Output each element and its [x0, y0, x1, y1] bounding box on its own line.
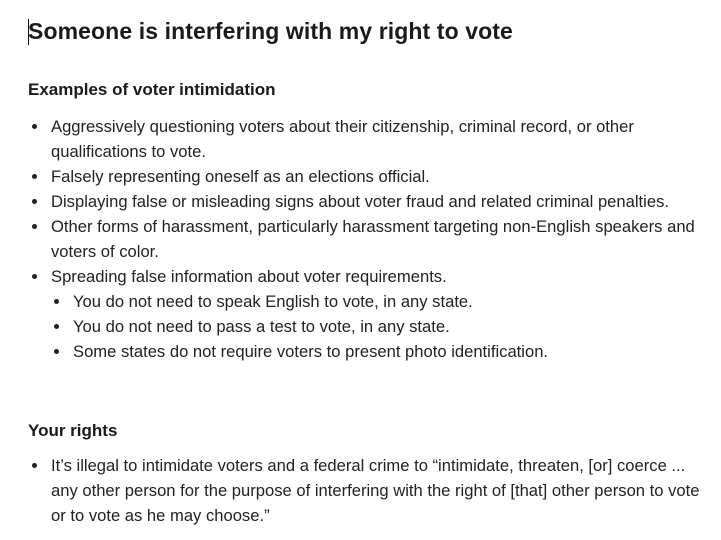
bullet-icon: [54, 324, 59, 329]
examples-list: [28, 114, 700, 364]
list-item-text: Other forms of harassment, particularly harassment targeting non-English speakers and voters of color.: [51, 217, 695, 261]
list-item-text: Falsely representing oneself as an elections official.: [51, 167, 430, 186]
bullet-icon: [32, 199, 37, 204]
bullet-icon: [32, 174, 37, 179]
bullet-icon: [54, 299, 59, 304]
sublist-item-text: Some states do not require voters to present photo identification.: [73, 342, 549, 361]
list-item: [28, 114, 700, 164]
bullet-icon: [54, 349, 59, 354]
bullet-icon: [32, 224, 37, 229]
sublist-item: [50, 314, 700, 339]
list-item-text: It’s illegal to intimidate voters and a federal crime to “intimidate, threaten, [or] coerce ... any other person for the purpose of interfering with the right of [that] other person to vote or to vote as he may choose.”: [51, 456, 700, 525]
sublist-item: [50, 339, 700, 364]
section-heading-examples: Examples of voter intimidation: [28, 80, 276, 99]
list-item: [28, 214, 700, 264]
requirements-sublist: [50, 289, 700, 364]
bullet-icon: [32, 124, 37, 129]
list-item-text: Aggressively questioning voters about their citizenship, criminal record, or other qualifications to vote.: [51, 117, 634, 161]
section-heading-rights: Your rights: [28, 421, 118, 440]
page-title: Someone is interfering with my right to vote: [28, 18, 513, 44]
rights-list: [28, 453, 700, 528]
list-item: [28, 164, 700, 189]
list-item-text: Displaying false or misleading signs about voter fraud and related criminal penalties.: [51, 192, 669, 211]
list-item-text: Spreading false information about voter requirements.: [51, 267, 447, 286]
bullet-icon: [32, 463, 37, 468]
list-item: [28, 453, 700, 528]
sublist-item: [50, 289, 700, 314]
list-item: [28, 264, 700, 364]
sublist-item-text: You do not need to speak English to vote, in any state.: [73, 292, 473, 311]
sublist-item-text: You do not need to pass a test to vote, in any state.: [73, 317, 450, 336]
list-item: [28, 189, 700, 214]
bullet-icon: [32, 274, 37, 279]
